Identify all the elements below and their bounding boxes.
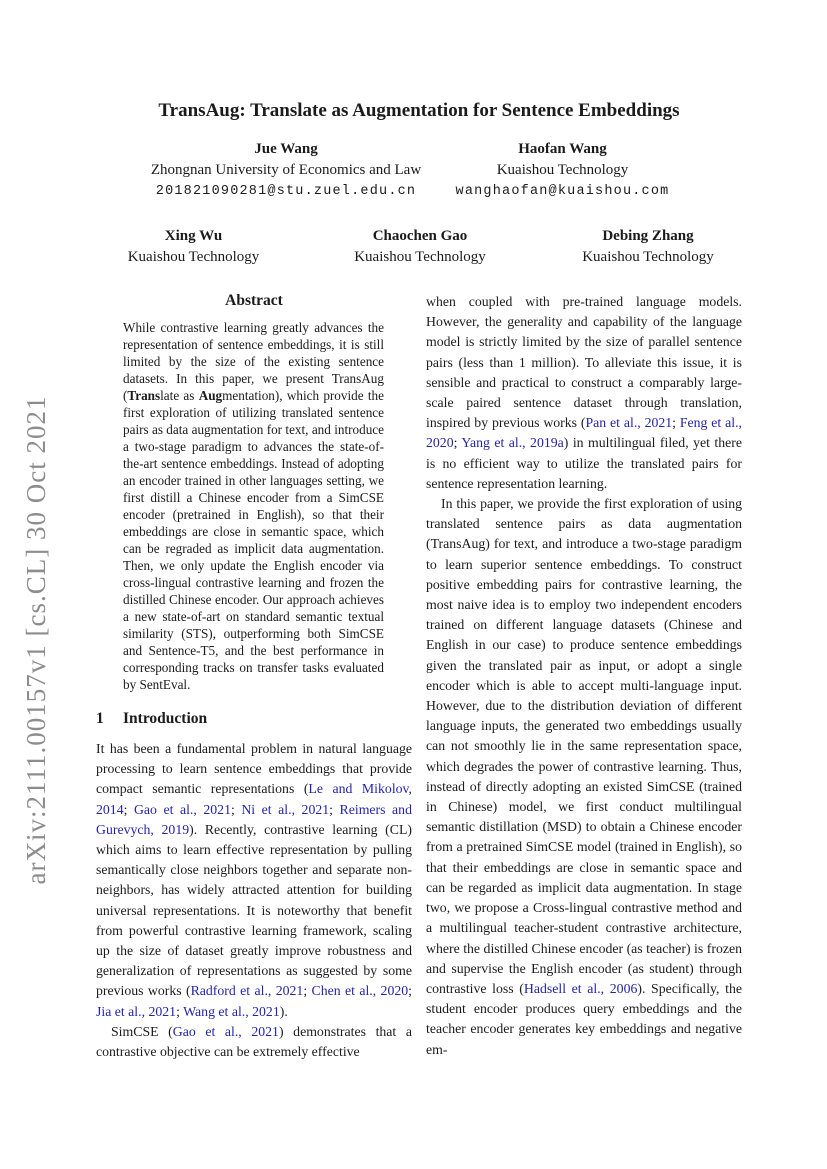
author-block-debing-zhang: [538, 225, 758, 268]
intro-paragraph-4: [426, 494, 742, 1060]
section-title: Introduction: [123, 710, 208, 727]
author-affiliation: Kuaishou Technology: [496, 162, 629, 178]
text-run: when coupled with pre-trained language models. However, the generality and capability of the language model is strictly limited by the size of parallel sentence pairs (less than 1 million). To alleviate this issue, it is sensible and practical to construct a comparably large-scale paired sentence dataset through translation, inspired by previous works (: [426, 294, 742, 431]
section-heading-introduction: [96, 710, 412, 728]
citation-link[interactable]: Radford et al., 2021: [190, 983, 304, 999]
citation-link[interactable]: Jia et al., 2021: [96, 1003, 177, 1019]
text-run: ;: [672, 415, 680, 431]
text-run: ;: [176, 1003, 184, 1019]
author-affiliation: Zhongnan University of Economics and Law: [150, 162, 422, 178]
author-block-chaochen-gao: [308, 225, 532, 268]
column-right: [426, 292, 742, 1060]
text-run: late as: [160, 388, 199, 403]
author-name: Chaochen Gao: [372, 228, 468, 244]
text-run: ) in multilingual filed, yet there is no efficient way to utilize the translated pairs for sentence representation learning.: [426, 435, 742, 491]
column-left: [96, 292, 412, 1062]
citation-link[interactable]: Chen et al., 2020: [311, 983, 409, 999]
text-run: ;: [303, 983, 312, 999]
citation-link[interactable]: Hadsell et al., 2006: [523, 980, 638, 996]
author-name: Xing Wu: [164, 228, 223, 244]
text-run: ). Specifically, the student encoder produces query embeddings and the teacher encoder generates key embeddings and negative em-: [426, 980, 743, 1057]
author-block-haofan-wang: [415, 138, 710, 202]
citation-link[interactable]: Wang et al., 2021: [183, 1003, 280, 1019]
text-run: ). Recently, contrastive learning (CL) which aims to learn effective representation by pulling semantically close neighbors together and separate non-neighbors, has widely attracted attention for building universal representations. It is noteworthy that benefit from powerful contrastive learning framework, scaling up the size of dataset greatly improve robustness and generalization of representations as suggested by some previous works (: [96, 821, 412, 999]
text-run: ;: [329, 801, 340, 817]
author-block-xing-wu: [96, 225, 291, 268]
bold-text-run: Trans: [127, 388, 161, 403]
citation-link[interactable]: Gao et al., 2021: [133, 801, 231, 817]
citation-link[interactable]: Reimers and Gurevych, 2019: [96, 801, 412, 837]
text-run: It has been a fundamental problem in natural language processing to learn sentence embeddings that provide compact semantic representations (: [96, 741, 412, 797]
section-number: 1: [96, 710, 104, 727]
arxiv-watermark-text: arXiv:2111.00157v1 [cs.CL] 30 Oct 2021: [20, 395, 51, 885]
author-email: 201821090281@stu.zuel.edu.cn: [155, 184, 417, 199]
abstract-paragraph: [123, 319, 384, 693]
author-name: Debing Zhang: [602, 228, 694, 244]
text-run: ;: [408, 983, 412, 999]
text-run: While contrastive learning greatly advances the representation of sentence embeddings, it is still limited by the size of the existing sentence datasets. In this paper, we present TransAug (: [123, 320, 384, 403]
citation-link[interactable]: Le and Mikolov, 2014: [96, 781, 412, 817]
citation-link[interactable]: Feng et al., 2020: [426, 415, 742, 451]
text-run: ;: [123, 801, 134, 817]
abstract-heading: Abstract: [225, 292, 283, 309]
citation-link[interactable]: Pan et al., 2021: [585, 415, 673, 431]
text-run: ;: [230, 801, 242, 817]
author-email: wanghaofan@kuaishou.com: [455, 184, 670, 199]
author-name: Haofan Wang: [518, 141, 607, 157]
text-run: ) demonstrates that a contrastive objective can be extremely effective: [96, 1023, 412, 1060]
intro-paragraph-2: [96, 1022, 412, 1062]
intro-paragraph-3: [426, 292, 742, 494]
paper-title: TransAug: Translate as Augmentation for Sentence Embeddings: [158, 100, 680, 121]
author-name: Jue Wang: [254, 141, 318, 157]
citation-link[interactable]: Yang et al., 2019a: [461, 435, 564, 451]
intro-paragraph-1: [96, 739, 412, 1022]
text-run: mentation), which provide the first exploration of utilizing translated sentence pairs as data augmentation for text, and introduce a two-stage paradigm to advances the state-of-the-art sentence embeddings. Instead of adopting an encoder trained in other languages setting, we first distill a Chinese encoder from a SimCSE encoder (pretrained in English), so that their embeddings are close in semantic space, which can be regraded as implicit data augmentation. Then, we only update the English encoder via cross-lingual contrastive learning and frozen the distilled Chinese encoder. Our approach achieves a new state-of-art on standard semantic textual similarity (STS), outperforming both SimCSE and Sentence-T5, and the best performance in corresponding tracks on transfer tasks evaluated by SentEval.: [123, 388, 384, 692]
text-run: ;: [453, 435, 462, 451]
citation-link[interactable]: Ni et al., 2021: [241, 801, 330, 817]
author-affiliation: Kuaishou Technology: [582, 249, 714, 265]
author-affiliation: Kuaishou Technology: [127, 249, 260, 265]
text-run: In this paper, we provide the first exploration of using translated sentence pairs as data augmentation (TransAug) for text, and introduce a two-stage paradigm to learn superior sentence embeddings. To construct positive embedding pairs for contrastive learning, the most naive idea is to employ two independent encoders trained on different language datasets (Chinese and English in our case) to produce sentence embeddings given the translated pair as input, or adopt a single encoder which is able to accept multi-language input. However, due to the distribution deviation of different language inputs, the generated two embeddings usually can not smoothly lie in the same representation space, which degrades the power of contrastive learning. Thus, instead of directly adopting an existed SimCSE (trained in Chinese) model, we first conduct multilingual semantic distillation (MSD) to obtain a Chinese encoder from a pretrained SimCSE model (trained in English), so that their embeddings are close in semantic space and can be regarded as implicit data augmentation. In stage two, we propose a Cross-lingual contrastive method and a multilingual teacher-student contrastive architecture, where the distilled Chinese encoder (as teacher) is frozen and supervise the English encoder (as student) through contrastive loss (: [426, 496, 742, 996]
author-affiliation: Kuaishou Technology: [354, 249, 486, 265]
citation-link[interactable]: Gao et al., 2021: [172, 1023, 279, 1039]
text-run: SimCSE (: [111, 1023, 173, 1039]
text-run: ).: [279, 1003, 288, 1019]
bold-text-run: Aug: [198, 388, 223, 403]
